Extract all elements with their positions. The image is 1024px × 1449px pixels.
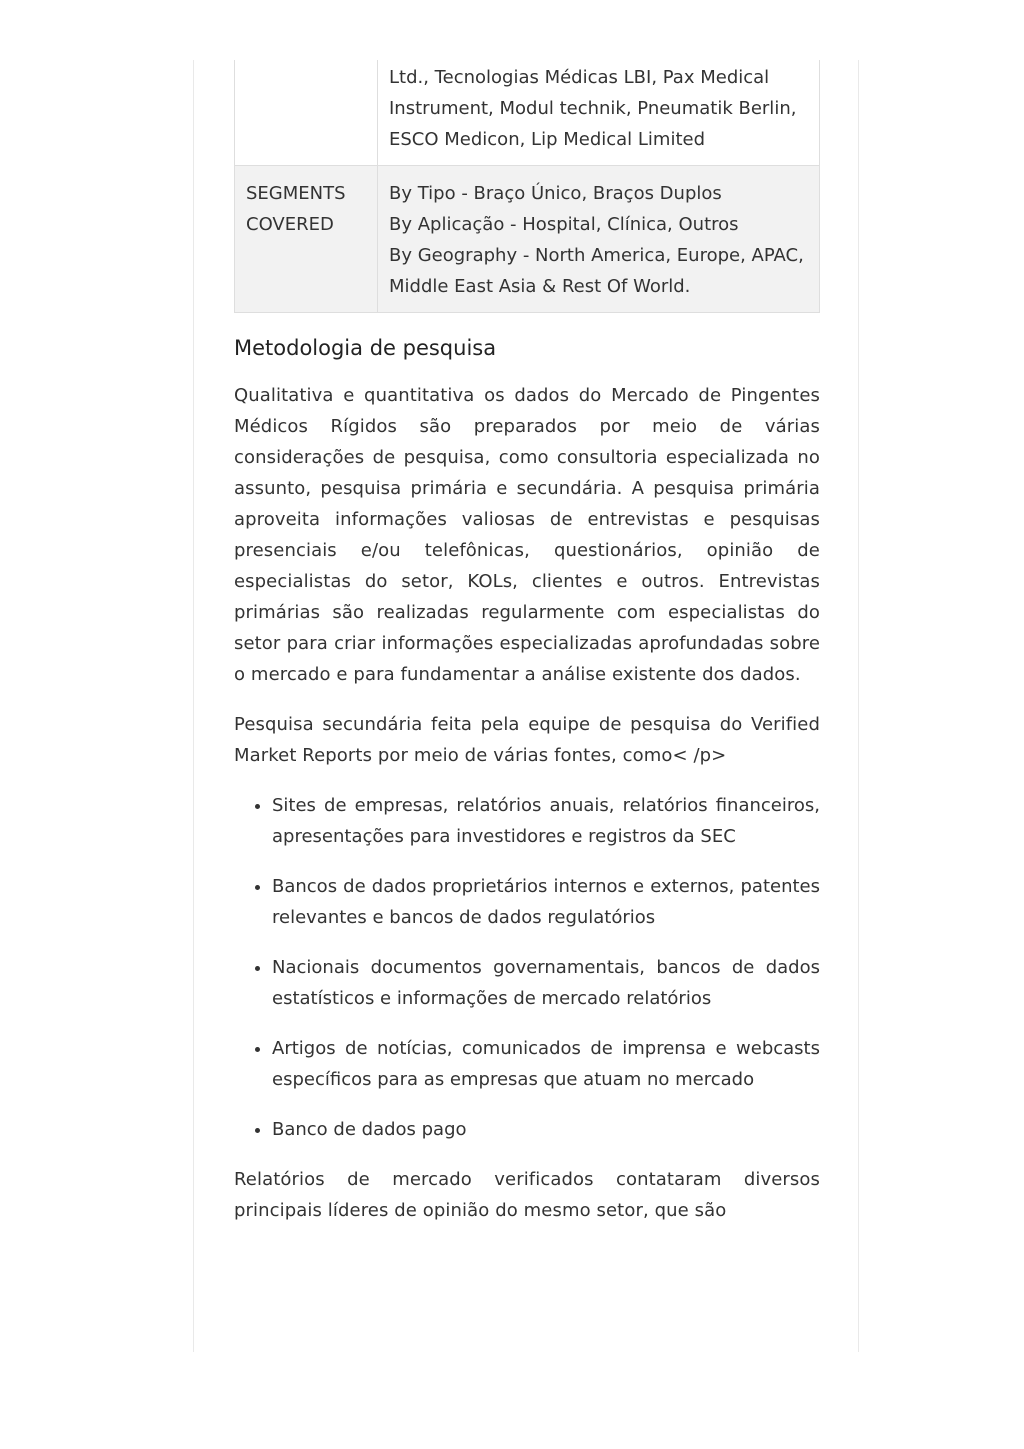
segment-line-application: By Aplicação - Hospital, Clínica, Outros	[389, 214, 739, 235]
table-label-cell	[235, 166, 378, 313]
list-item: • Banco de dados pago	[272, 1114, 820, 1145]
table-row-key-players	[235, 60, 820, 166]
secondary-research-paragraph: Pesquisa secundária feita pela equipe de pesquisa do Verified Market Reports por meio de várias fontes, como< /p>	[234, 714, 820, 766]
list-item: • Artigos de notícias, comunicados de imprensa e webcasts específicos para as empresas que atuam no mercado	[272, 1033, 820, 1095]
segments-label-line: COVERED	[246, 214, 334, 235]
key-players-line: Ltd., Tecnologias Médicas LBI, Pax Medical	[389, 67, 770, 88]
key-players-line: Instrument, Modul technik, Pneumatik Berlin,	[389, 98, 797, 119]
section-title: Metodologia de pesquisa	[234, 336, 497, 360]
segment-line-type: By Tipo - Braço Único, Braços Duplos	[389, 183, 722, 204]
source-list	[234, 790, 820, 1145]
page-card	[193, 60, 859, 1352]
table-row-segments	[235, 166, 820, 313]
segments-label-line: SEGMENTS	[246, 183, 346, 204]
table-value-cell	[378, 166, 820, 313]
table-value-cell	[378, 60, 820, 166]
list-item: • Sites de empresas, relatórios anuais, relatórios financeiros, apresentações para investidores e registros da SEC	[272, 790, 820, 852]
list-item: • Nacionais documentos governamentais, bancos de dados estatísticos e informações de mercado relatórios	[272, 952, 820, 1014]
list-item: • Bancos de dados proprietários internos e externos, patentes relevantes e bancos de dados regulatórios	[272, 871, 820, 933]
key-players-line: ESCO Medicon, Lip Medical Limited	[389, 129, 706, 150]
kol-paragraph: Relatórios de mercado verificados contataram diversos principais líderes de opinião do mesmo setor, que são	[234, 1169, 820, 1221]
report-scope-table	[234, 60, 820, 313]
table-label-cell	[235, 60, 378, 166]
segment-line-geography: By Geography - North America, Europe, APAC,	[389, 245, 804, 266]
report-content	[234, 60, 820, 1245]
segment-line-geography-cont: Middle East Asia & Rest Of World.	[389, 276, 691, 297]
methodology-paragraph: Qualitativa e quantitativa os dados do Mercado de Pingentes Médicos Rígidos são preparados por meio de várias considerações de pesquisa, como consultoria especializada no assunto, pesquisa primária e secundária. A pesquisa primária aproveita informações valiosas de entrevistas e pesquisas presenciais e/ou telefônicas, questionários, opinião de especialistas do setor, KOLs, clientes e outros. Entrevistas primárias são realizadas regularmente com especialistas do setor para criar informações especializadas aprofundadas sobre o mercado e para fundamentar a análise existente dos dados.	[234, 385, 820, 685]
